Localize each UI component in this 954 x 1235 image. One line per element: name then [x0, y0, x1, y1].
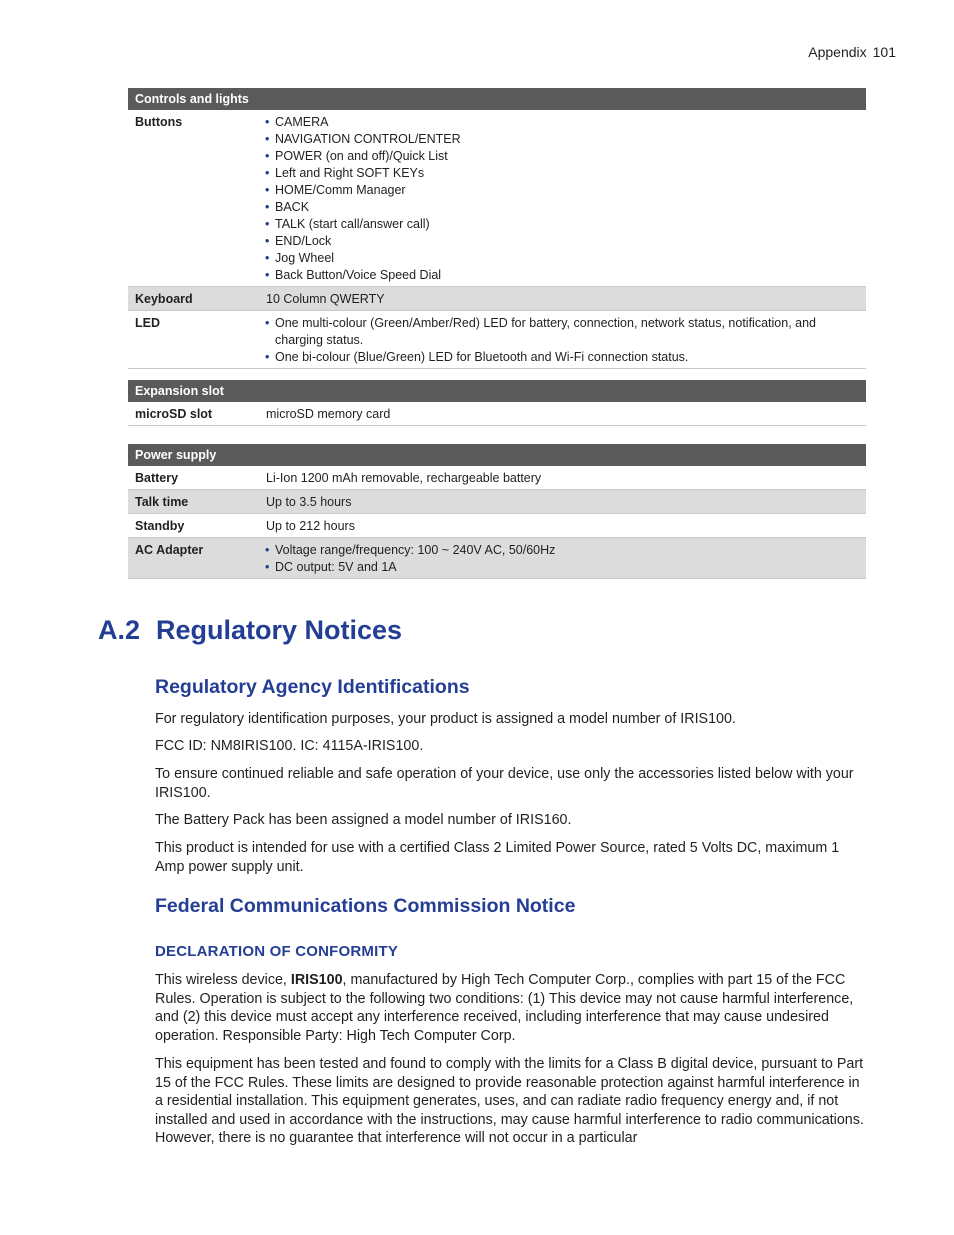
battery-label: Battery — [135, 471, 179, 485]
declaration-paragraph — [155, 971, 869, 1045]
battery-row — [128, 466, 866, 490]
battery-value: Li-Ion 1200 mAh removable, rechargeable battery — [266, 471, 542, 485]
microsd-value: microSD memory card — [266, 407, 391, 421]
agency-paragraph-5: This product is intended for use with a certified Class 2 Limited Power Source, rated 5 Volts DC, maximum 1 Amp power supply unit. — [155, 840, 840, 875]
ac-adapter-label: AC Adapter — [135, 543, 204, 557]
ac-adapter-list — [265, 542, 866, 576]
model-number-bold: IRIS100 — [290, 972, 343, 988]
section-number: A.2 — [98, 615, 141, 645]
list-item: • Voltage range/frequency: 100 ~ 240V AC, 50/60Hz — [265, 542, 866, 559]
list-item: • END/Lock — [265, 233, 866, 250]
declaration-text-end: , manufactured by High Tech Computer Corp., complies with part 15 of the FCC Rules. Operation is subject to the following two conditions: (1) This device may not cause harmful interference, and (2) this device must accept any interference received, including interference that may cause undesired operation. Responsible Party: High Tech Computer Corp. — [155, 972, 854, 1044]
agency-paragraph-3: To ensure continued reliable and safe operation of your device, use only the accessories listed below with your IRIS100. — [155, 766, 854, 801]
list-item: • HOME/Comm Manager — [265, 182, 866, 199]
talk-time-row — [128, 490, 866, 514]
declaration-heading: DECLARATION OF CONFORMITY — [155, 943, 399, 960]
section-title — [98, 615, 402, 646]
expansion-table — [128, 380, 866, 426]
list-item: • One multi-colour (Green/Amber/Red) LED for battery, connection, network status, notification, and charging status. — [265, 315, 866, 349]
keyboard-row — [128, 287, 866, 311]
led-list — [265, 315, 866, 366]
fcc-heading: Federal Communications Commission Notice — [155, 895, 576, 917]
agency-paragraph-2: FCC ID: NM8IRIS100. IC: 4115A-IRIS100. — [155, 738, 424, 754]
buttons-value — [265, 114, 866, 284]
header-page-number: 101 — [872, 44, 896, 60]
microsd-row — [128, 402, 866, 426]
fcc-paragraph-2: This equipment has been tested and found to comply with the limits for a Class B digital device, pursuant to Part 15 of the FCC Rules. These limits are designed to provide reasonable protection against harmful interference in a residential installation. This equipment generates, uses, and can radiate radio frequency energy and, if not installed and used in accordance with the instructions, may cause harmful interference to radio communications. However, there is no guarantee that interference will not occur in a particular — [155, 1056, 864, 1147]
agency-heading: Regulatory Agency Identifications — [155, 676, 470, 698]
page-header — [808, 44, 896, 60]
list-item: • Jog Wheel — [265, 250, 866, 267]
list-item: • CAMERA — [265, 114, 866, 131]
standby-label: Standby — [135, 519, 185, 533]
led-row — [128, 311, 866, 369]
list-item: • TALK (start call/answer call) — [265, 216, 866, 233]
list-item: • BACK — [265, 199, 866, 216]
list-item: • NAVIGATION CONTROL/ENTER — [265, 131, 866, 148]
list-item: • DC output: 5V and 1A — [265, 559, 866, 576]
agency-paragraph-1: For regulatory identification purposes, your product is assigned a model number of IRIS100. — [155, 711, 736, 727]
keyboard-value: 10 Column QWERTY — [266, 292, 385, 306]
keyboard-label: Keyboard — [135, 292, 193, 306]
list-item: • POWER (on and off)/Quick List — [265, 148, 866, 165]
controls-table-header: Controls and lights — [128, 88, 866, 110]
ac-adapter-value — [265, 542, 866, 576]
standby-value: Up to 212 hours — [266, 519, 355, 533]
buttons-row — [128, 110, 866, 287]
buttons-list — [265, 114, 866, 284]
controls-table — [128, 88, 866, 369]
microsd-label: microSD slot — [135, 407, 213, 421]
ac-adapter-row — [128, 538, 866, 579]
list-item: • Left and Right SOFT KEYs — [265, 165, 866, 182]
talk-time-value: Up to 3.5 hours — [266, 495, 352, 509]
header-section: Appendix — [808, 44, 867, 60]
expansion-table-header: Expansion slot — [128, 380, 866, 402]
power-table — [128, 444, 866, 579]
led-label: LED — [135, 316, 160, 330]
section-title-text: Regulatory Notices — [156, 615, 403, 645]
declaration-text-start: This wireless device, — [155, 972, 291, 988]
list-item: • One bi-colour (Blue/Green) LED for Bluetooth and Wi-Fi connection status. — [265, 349, 866, 366]
power-table-header: Power supply — [128, 444, 866, 466]
led-value — [265, 315, 866, 366]
buttons-label: Buttons — [135, 115, 183, 129]
talk-time-label: Talk time — [135, 495, 189, 509]
list-item: • Back Button/Voice Speed Dial — [265, 267, 866, 284]
agency-paragraph-4: The Battery Pack has been assigned a model number of IRIS160. — [155, 812, 572, 828]
standby-row — [128, 514, 866, 538]
